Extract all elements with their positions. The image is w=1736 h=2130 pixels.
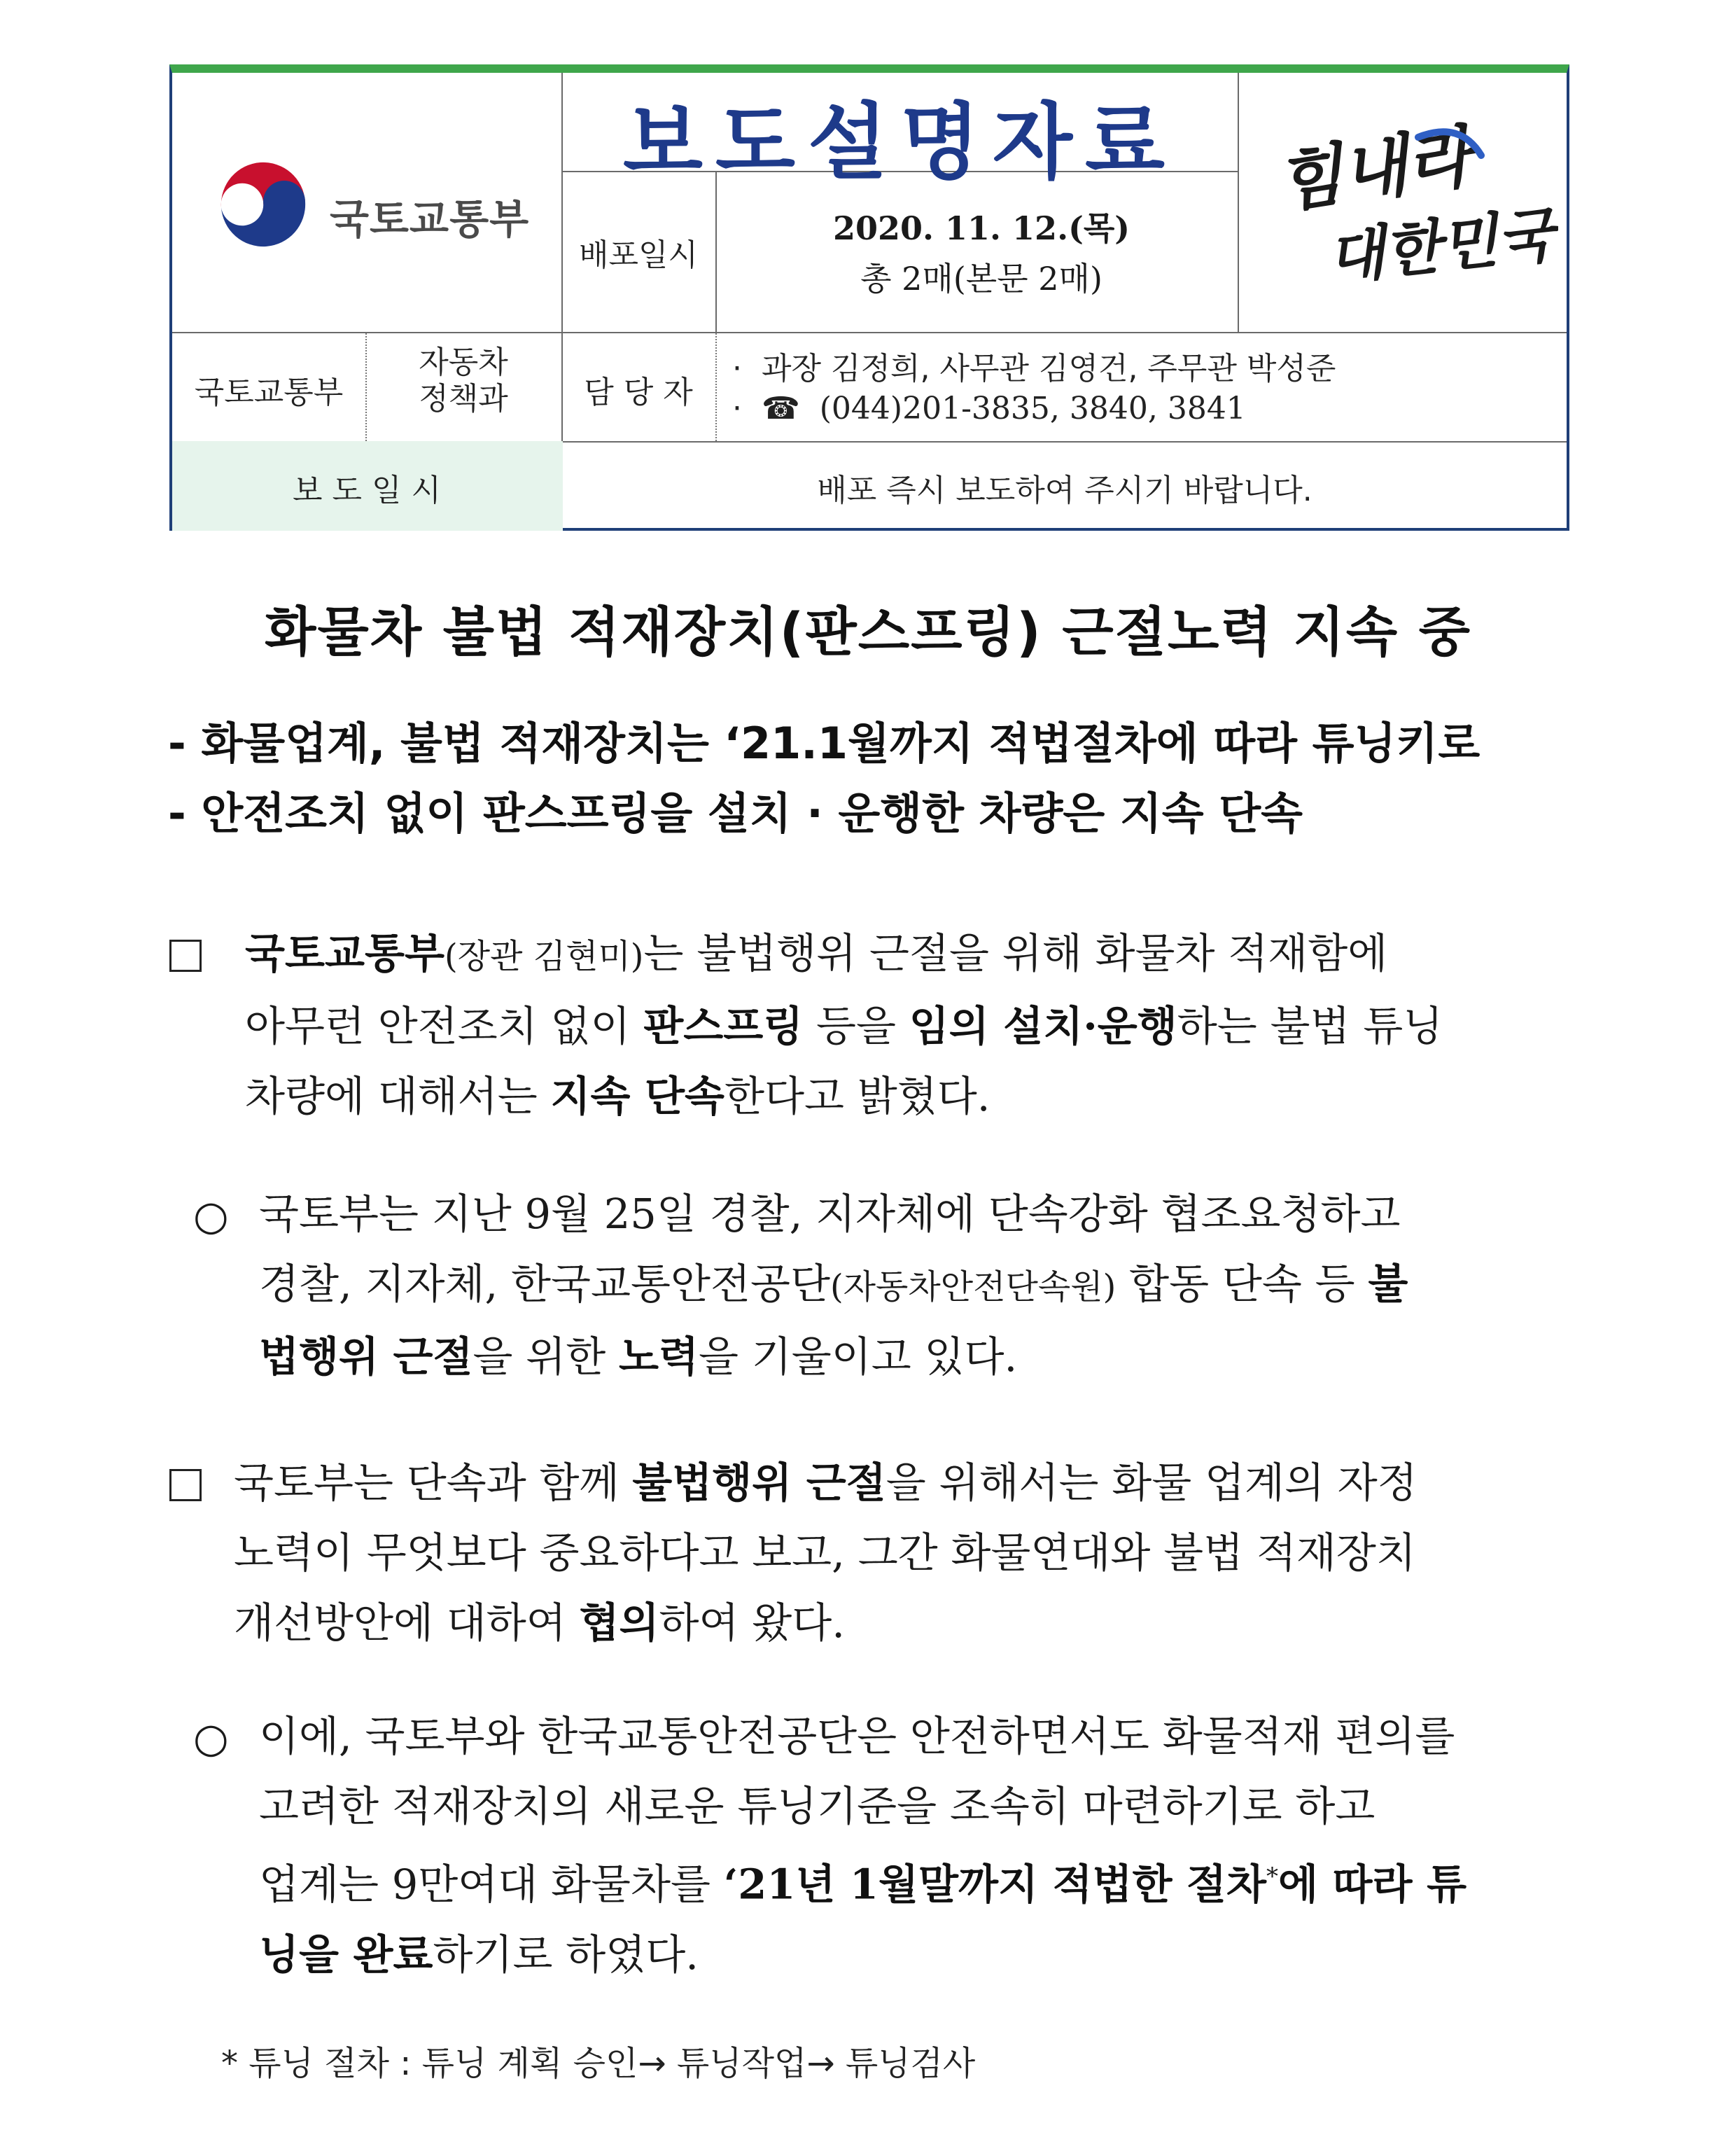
p4-line-1: 이에, 국토부와 한국교통안전공단은 안전하면서도 화물적재 편의를 — [259, 1712, 1455, 1760]
paragraph-2 — [259, 1179, 1568, 1392]
p2-text: 을 위한 — [472, 1332, 620, 1381]
p1-text: 차량에 대해서는 — [245, 1072, 551, 1120]
circle-bullet-icon: ○ — [193, 1714, 229, 1762]
subtitle-2: - 안전조치 없이 판스프링을 설치 · 운행한 차량은 지속 단속 — [168, 788, 1303, 839]
doc-type-title: 보도설명자료 — [623, 94, 1177, 190]
p1-bold: 국토교통부 — [245, 929, 444, 977]
contact-people-line: · 과장 김정희, 사무관 김영건, 주무관 박성준 — [732, 351, 1336, 387]
p1-bold: 지속 단속 — [550, 1072, 724, 1120]
p2-line-2 — [259, 1249, 1568, 1322]
p3-text: 을 위해서는 화물 업계의 자정 — [886, 1459, 1418, 1507]
page-count: 총 2매(본문 2매) — [860, 260, 1102, 298]
p4-text: 하기로 하였다. — [433, 1930, 699, 1979]
p3-bold: 협의 — [579, 1599, 659, 1647]
p1-line-2 — [245, 991, 1568, 1061]
contact-phone-line: · ☎ (044)201-3835, 3840, 3841 — [732, 391, 1246, 426]
press-header-table — [169, 64, 1569, 531]
p2-bold: 불 — [1368, 1260, 1408, 1308]
paragraph-3 — [234, 1448, 1568, 1658]
contact-phone: (044)201-3835, 3840, 3841 — [819, 391, 1246, 426]
circle-bullet-icon: ○ — [193, 1192, 229, 1239]
paragraph-4 — [259, 1701, 1568, 1990]
p4-line-4 — [259, 1920, 1568, 1990]
release-label: 배포일시 — [578, 237, 698, 273]
p4-line-2: 고려한 적재장치의 새로운 튜닝기준을 조속히 마련하기로 하고 — [259, 1782, 1376, 1830]
p1-text: 아무런 안전조치 없이 — [245, 1002, 644, 1050]
square-bullet-icon — [169, 940, 202, 972]
p2-bold: 노력 — [619, 1332, 699, 1381]
divider — [172, 332, 1567, 333]
p1-aside: (장관 김현미) — [444, 937, 644, 976]
dept-unit-line1: 자동차 — [419, 344, 508, 380]
svg-text:대한민국: 대한민국 — [1324, 200, 1558, 293]
footnote-marker: * — [1266, 1863, 1279, 1891]
dept-unit — [365, 344, 561, 417]
p4-line-3 — [259, 1842, 1568, 1920]
p2-line-3 — [259, 1322, 1568, 1392]
contact-label: 담 당 자 — [584, 375, 693, 410]
p4-bold: 에 따라 튜 — [1278, 1860, 1467, 1909]
ministry-logo — [214, 155, 550, 253]
dept-unit-line2: 정책과 — [419, 381, 508, 417]
paragraph-1 — [245, 919, 1568, 1132]
p1-text: 한다고 밝혔다. — [724, 1072, 990, 1120]
report-time-value: 배포 즉시 보도하여 주시기 바랍니다. — [817, 473, 1312, 508]
p3-text: 개선방안에 대하여 — [234, 1599, 580, 1647]
p1-text: 등을 — [803, 1002, 909, 1050]
p3-line-3 — [234, 1588, 1568, 1658]
p3-bold: 불법행위 근절 — [632, 1459, 886, 1507]
taegeuk-logo-icon — [214, 155, 312, 253]
phone-icon: ☎ — [761, 391, 800, 426]
divider — [715, 171, 717, 332]
p1-bold: 판스프링 — [643, 1002, 804, 1050]
subtitle-1: - 화물업계, 불법 적재장치는 ‘21.1월까지 적법절차에 따라 튜닝키로 — [168, 718, 1480, 769]
p4-bold: 닝을 완료 — [259, 1930, 433, 1979]
report-time-label: 보 도 일 시 — [293, 473, 441, 508]
p1-text: 하는 불법 튜닝 — [1177, 1002, 1443, 1050]
p1-bold: 임의 설치·운행 — [909, 1002, 1177, 1050]
p2-text: 합동 단속 등 — [1116, 1260, 1368, 1308]
slogan-logo — [1250, 106, 1558, 295]
p2-text: 을 기울이고 있다. — [699, 1332, 1018, 1381]
divider — [715, 333, 717, 441]
p4-text: 업계는 9만여대 화물차를 — [259, 1860, 724, 1909]
p2-text: 경찰, 지자체, 한국교통안전공단 — [259, 1260, 830, 1308]
p2-bold: 법행위 근절 — [259, 1332, 473, 1381]
p1-text: 는 불법행위 근절을 위해 화물차 적재함에 — [643, 929, 1388, 977]
p3-text: 하여 왔다. — [659, 1599, 845, 1647]
p1-line-1 — [245, 919, 1568, 991]
p4-bold: ‘21년 1월말까지 적법한 절차 — [723, 1860, 1267, 1909]
svg-text:힘내라: 힘내라 — [1272, 117, 1477, 222]
p2-aside: (자동차안전단속원) — [830, 1267, 1116, 1307]
release-date: 2020. 11. 12.(목) — [832, 209, 1130, 247]
p3-text: 국토부는 단속과 함께 — [234, 1459, 633, 1507]
footnote: * 튜닝 절차 : 튜닝 계획 승인→ 튜닝작업→ 튜닝검사 — [221, 2044, 976, 2083]
ministry-logo-text: 국토교통부 — [330, 195, 530, 243]
square-bullet-icon — [169, 1469, 202, 1501]
p3-line-1 — [234, 1448, 1568, 1518]
doc-title: 화물차 불법 적재장치(판스프링) 근절노력 지속 중 — [264, 601, 1472, 663]
p1-line-3 — [245, 1061, 1568, 1132]
p3-line-2: 노력이 무엇보다 중요하다고 보고, 그간 화물연대와 불법 적재장치 — [234, 1529, 1416, 1577]
contact-people: 과장 김정희, 사무관 김영건, 주무관 박성준 — [761, 351, 1336, 387]
dept-org: 국토교통부 — [194, 375, 344, 410]
p2-line-1: 국토부는 지난 9월 25일 경찰, 지자체에 단속강화 협조요청하고 — [259, 1190, 1401, 1238]
